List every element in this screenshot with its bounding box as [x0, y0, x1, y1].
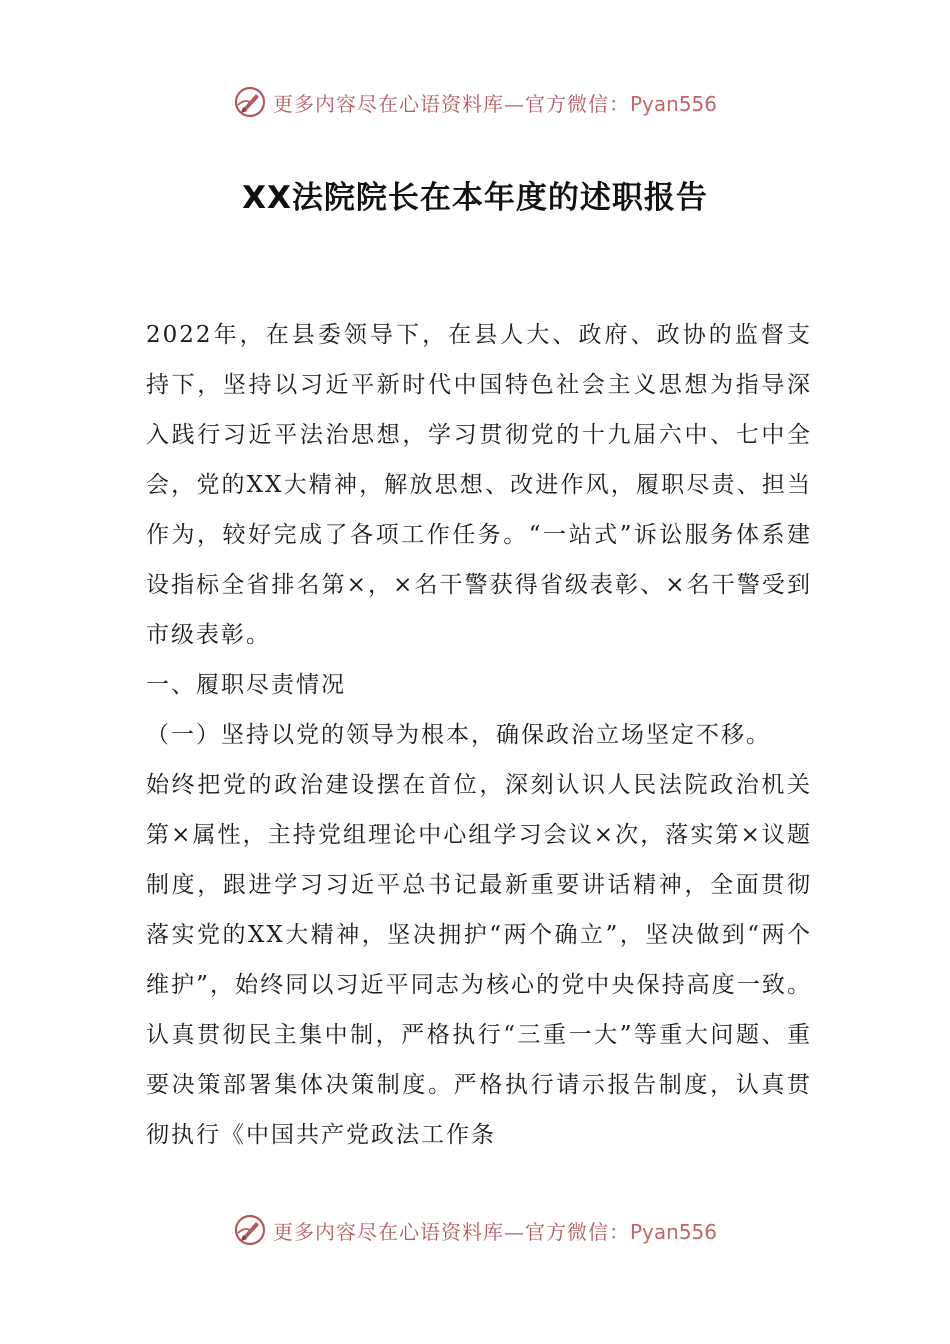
banner-text: 更多内容尽在心语资料库—官方微信：Pyan556	[272, 91, 717, 116]
footer-banner	[0, 1210, 950, 1250]
logo-icon	[233, 85, 267, 119]
intro-paragraph: 2022年，在县委领导下，在县人大、政府、政协的监督支持下，坚持以习近平新时代中国特色社会主义思想为指导深入践行习近平法治思想，学习贯彻党的十九届六中、七中全会，党的XX大精神，解放思想、改进作风，履职尽责、担当作为，较好完成了各项工作任务。“一站式”诉讼服务体系建设指标全省排名第×，×名干警获得省级表彰、×名干警受到市级表彰。	[146, 322, 812, 648]
subsection-heading: （一）坚持以党的领导为根本，确保政治立场坚定不移。	[146, 722, 771, 748]
banner-wechat-id: Pyan556	[629, 91, 717, 116]
document-title: XX法院院长在本年度的述职报告	[242, 180, 708, 216]
header-banner	[0, 82, 950, 122]
section-heading: 一、履职尽责情况	[146, 672, 346, 698]
banner-wechat-id: Pyan556	[629, 1219, 717, 1244]
banner-text: 更多内容尽在心语资料库—官方微信：Pyan556	[272, 1219, 717, 1244]
body-paragraph: 始终把党的政治建设摆在首位，深刻认识人民法院政治机关第×属性，主持党组理论中心组学习会议×次，落实第×议题制度，跟进学习习近平总书记最新重要讲话精神，全面贯彻落实党的XX大精神，坚决拥护“两个确立”，坚决做到“两个维护”，始终同以习近平同志为核心的党中央保持高度一致。认真贯彻民主集中制，严格执行“三重一大”等重大问题、重要决策部署集体决策制度。严格执行请示报告制度，认真贯彻执行《中国共产党政法工作条	[146, 772, 812, 1148]
logo-icon	[233, 1213, 267, 1247]
document-body	[146, 310, 812, 1160]
